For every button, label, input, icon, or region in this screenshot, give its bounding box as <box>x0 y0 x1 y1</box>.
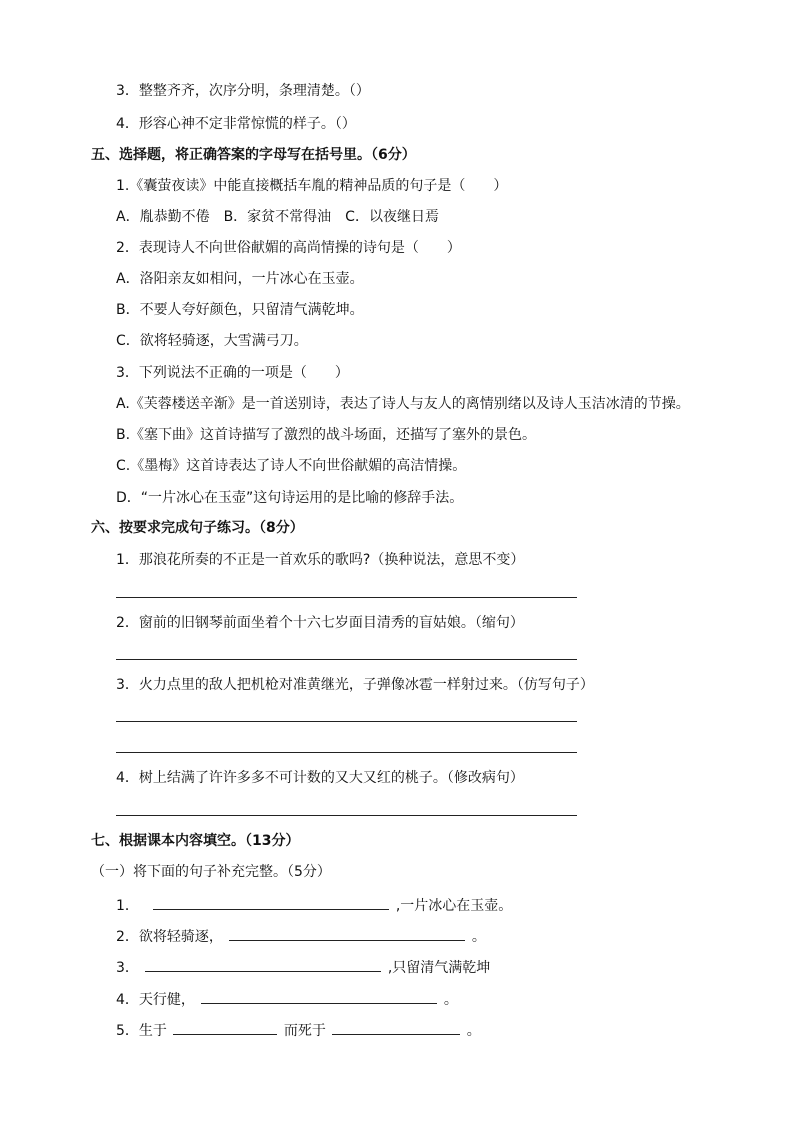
fill-item-2-text: 2．欲将轻骑逐， <box>116 929 223 945</box>
fill-blank[interactable] <box>229 926 465 941</box>
fill-blank[interactable] <box>332 1020 460 1035</box>
s5-question-2-option-c: C．欲将轻骑逐，大雪满弓刀。 <box>116 333 308 349</box>
section-7-title: 七、根据课本内容填空。（13分） <box>91 833 300 849</box>
fill-item-1 <box>116 895 512 915</box>
fill-item-3 <box>116 957 490 977</box>
s5-question-2-option-a: A．洛阳亲友如相问，一片冰心在玉壶。 <box>116 271 364 287</box>
answer-line[interactable] <box>116 659 577 660</box>
s6-question-4: 4．树上结满了许许多多不可计数的又大又红的桃子。（修改病句） <box>116 770 524 786</box>
fill-blank[interactable] <box>201 989 437 1004</box>
answer-line[interactable] <box>116 721 577 722</box>
section-5-title: 五、选择题，将正确答案的字母写在括号里。（6分） <box>91 147 416 163</box>
fill-item-2-end: 。 <box>471 929 486 945</box>
s5-question-3-option-b: B.《塞下曲》这首诗描写了激烈的战斗场面，还描写了塞外的景色。 <box>116 427 537 443</box>
s5-question-2-option-b: B．不要人夸好颜色，只留清气满乾坤。 <box>116 302 364 318</box>
answer-line[interactable] <box>116 597 577 598</box>
fill-item-5-text: 5．生于 <box>116 1023 167 1039</box>
s5-question-3-option-c: C.《墨梅》这首诗表达了诗人不向世俗献媚的高洁情操。 <box>116 458 467 474</box>
s7-subsection-1-title: （一）将下面的句子补充完整。（5分） <box>91 864 331 880</box>
s6-question-1: 1．那浪花所奏的不正是一首欢乐的歌吗?（换种说法，意思不变） <box>116 552 525 568</box>
fill-blank[interactable] <box>173 1020 277 1035</box>
s5-question-1-options: A．胤恭勤不倦 B．家贫不常得油 C．以夜继日焉 <box>116 209 439 225</box>
fill-blank[interactable] <box>145 957 381 972</box>
section-6-title: 六、按要求完成句子练习。（8分） <box>91 520 304 536</box>
s5-question-3-option-d: D．“一片冰心在玉壶”这句诗运用的是比喻的修辞手法。 <box>116 490 464 506</box>
fill-item-1-text: ,一片冰心在玉壶。 <box>395 898 513 914</box>
s5-question-3-option-a: A.《芙蓉楼送辛渐》是一首送别诗，表达了诗人与友人的离情别绪以及诗人玉洁冰清的节操。 <box>116 396 690 412</box>
s5-question-3: 3．下列说法不正确的一项是（ ） <box>116 365 349 381</box>
answer-line[interactable] <box>116 815 577 816</box>
fill-item-5 <box>116 1020 481 1040</box>
fill-blank[interactable] <box>153 895 389 910</box>
fill-item-5-end: 。 <box>466 1023 481 1039</box>
fill-item-3-number: 3． <box>116 960 139 976</box>
fill-item-4-end: 。 <box>443 992 458 1008</box>
s6-question-2: 2．窗前的旧钢琴前面坐着个十六七岁面目清秀的盲姑娘。（缩句） <box>116 615 524 631</box>
s5-question-2: 2．表现诗人不向世俗献媚的高尚情操的诗句是（ ） <box>116 240 461 256</box>
fill-item-1-number: 1． <box>116 898 139 914</box>
s4-question-3: 3．整整齐齐，次序分明，条理清楚。（） <box>116 83 370 99</box>
answer-line[interactable] <box>116 752 577 753</box>
fill-item-4 <box>116 989 458 1009</box>
s5-question-1: 1.《囊萤夜读》中能直接概括车胤的精神品质的句子是（ ） <box>116 178 508 194</box>
fill-item-4-text: 4．天行健， <box>116 992 195 1008</box>
s4-question-4: 4．形容心神不定非常惊慌的样子。（） <box>116 116 356 132</box>
fill-item-5-mid: 而死于 <box>283 1023 326 1039</box>
s6-question-3: 3．火力点里的敌人把机枪对准黄继光，子弹像冰雹一样射过来。（仿写句子） <box>116 677 594 693</box>
fill-item-2 <box>116 926 486 946</box>
fill-item-3-text: ,只留清气满乾坤 <box>387 960 491 976</box>
